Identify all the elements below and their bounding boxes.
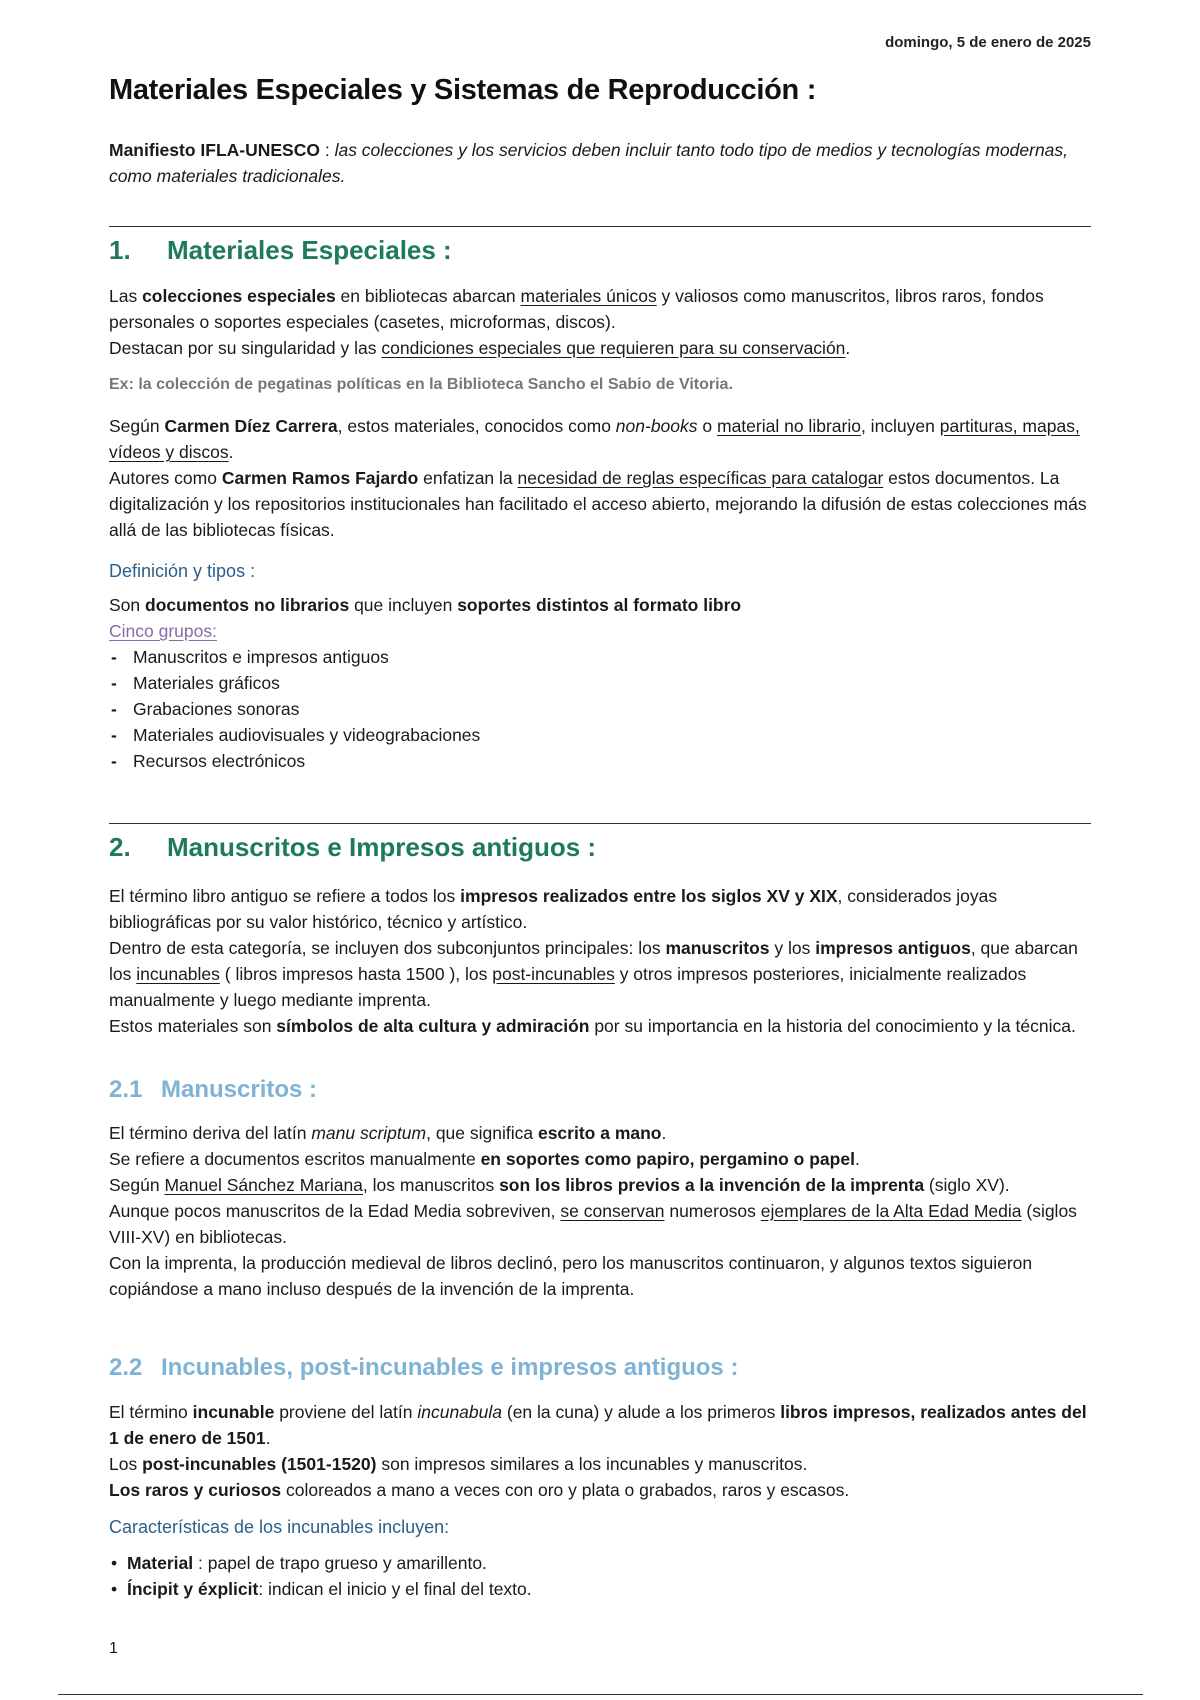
definition-subheading: Definición y tipos : [109,561,256,581]
features-subheading: Características de los incunables incluyen: [109,1517,450,1537]
subsection-2-2-heading: 2.2 Incunables, post-incunables e impresos antiguos : [109,1354,739,1381]
divider [109,823,1091,824]
paragraph: Autores como Carmen Ramos Fajardo enfatizan la necesidad de reglas específicas para catalogar estos documentos. La digitalización y los repositorios institucionales han facilitado el acceso abierto, mejorando la difusión de estas colecciones más allá de las bibliotecas físicas. [109,468,1087,540]
paragraph: Según Carmen Díez Carrera, estos materiales, conocidos como non-books o material no librario, incluyen partituras, mapas, vídeos y discos. [109,416,1080,462]
paragraph: Aunque pocos manuscritos de la Edad Media sobreviven, se conservan numerosos ejemplares de la Alta Edad Media (siglos VIII-XV) en bibliotecas. [109,1201,1077,1247]
features-list [109,1550,1094,1602]
list-item: - Materiales gráficos [109,670,1094,696]
groups-list [109,644,1094,774]
incunables-block [109,1399,1094,1503]
page-number: 1 [109,1640,118,1657]
paragraph: Las colecciones especiales en bibliotecas abarcan materiales únicos y valiosos como manuscritos, libros raros, fondos personales o soportes especiales (casetes, microformas, discos). [109,286,1044,332]
features-block [109,1550,1094,1602]
paragraph: Según Manuel Sánchez Mariana, los manuscritos son los libros previos a la invención de la imprenta (siglo XV). [109,1175,1010,1195]
section-2-heading: 2. Manuscritos e Impresos antiguos : [109,832,597,862]
list-item: - Recursos electrónicos [109,748,1094,774]
paragraph: Con la imprenta, la producción medieval de libros declinó, pero los manuscritos continuaron, y algunos textos siguieron copiándose a mano incluso después de la invención de la imprenta. [109,1253,1033,1299]
paragraph: El término libro antiguo se refiere a todos los impresos realizados entre los siglos XV y XIX, considerados joyas bibliográficas por su valor histórico, técnico y artístico. [109,886,998,932]
manifesto-paragraph: Manifiesto IFLA-UNESCO : las colecciones y los servicios deben incluir tanto todo tipo de medios y tecnologías modernas, como materiales tradicionales. [109,140,1069,186]
footer-divider [58,1694,1143,1695]
manifesto-label: Manifiesto IFLA-UNESCO [109,140,320,160]
paragraph: Son documentos no librarios que incluyen soportes distintos al formato libro [109,595,742,615]
list-item: - Manuscritos e impresos antiguos [109,644,1094,670]
paragraph: Dentro de esta categoría, se incluyen dos subconjuntos principales: los manuscritos y los impresos antiguos, que abarcan los incunables ( libros impresos hasta 1500 ), los post-incunables y otros impresos posteriores, inicialmente realizados manualmente y luego mediante imprenta. [109,938,1078,1010]
groups-label: Cinco grupos: [109,621,217,641]
page-title: Materiales Especiales y Sistemas de Reproducción : [109,74,817,106]
manuscritos-block [109,1120,1094,1302]
paragraph: El término incunable proviene del latín incunabula (en la cuna) y alude a los primeros libros impresos, realizados antes del 1 de enero de 1501. [109,1402,1087,1448]
manifesto-quote: las colecciones y los servicios deben incluir tanto todo tipo de medios y tecnologías modernas, como materiales tradicionales. [109,140,1069,186]
section-1-authors [109,413,1094,543]
list-item: - Materiales audiovisuales y videograbaciones [109,722,1094,748]
date-header: domingo, 5 de enero de 2025 [885,34,1091,51]
definition-block [109,592,1094,774]
divider [109,226,1091,227]
section-2-intro [109,883,1094,1039]
section-1-heading: 1. Materiales Especiales : [109,235,452,265]
list-item: - Grabaciones sonoras [109,696,1094,722]
section-1-intro [109,283,1094,361]
paragraph: Se refiere a documentos escritos manualmente en soportes como papiro, pergamino o papel. [109,1149,860,1169]
paragraph: Los post-incunables (1501-1520) son impresos similares a los incunables y manuscritos. [109,1454,808,1474]
list-item: • Íncipit y éxplicit: indican el inicio y el final del texto. [109,1576,1094,1602]
subsection-2-1-heading: 2.1 Manuscritos : [109,1076,318,1103]
example-note: Ex: la colección de pegatinas políticas en la Biblioteca Sancho el Sabio de Vitoria. [109,376,733,393]
paragraph: El término deriva del latín manu scriptum, que significa escrito a mano. [109,1123,667,1143]
paragraph: Los raros y curiosos coloreados a mano a veces con oro y plata o grabados, raros y escasos. [109,1480,850,1500]
paragraph: Estos materiales son símbolos de alta cultura y admiración por su importancia en la historia del conocimiento y la técnica. [109,1016,1076,1036]
paragraph: Destacan por su singularidad y las condiciones especiales que requieren para su conservación. [109,338,851,358]
list-item: • Material : papel de trapo grueso y amarillento. [109,1550,1094,1576]
